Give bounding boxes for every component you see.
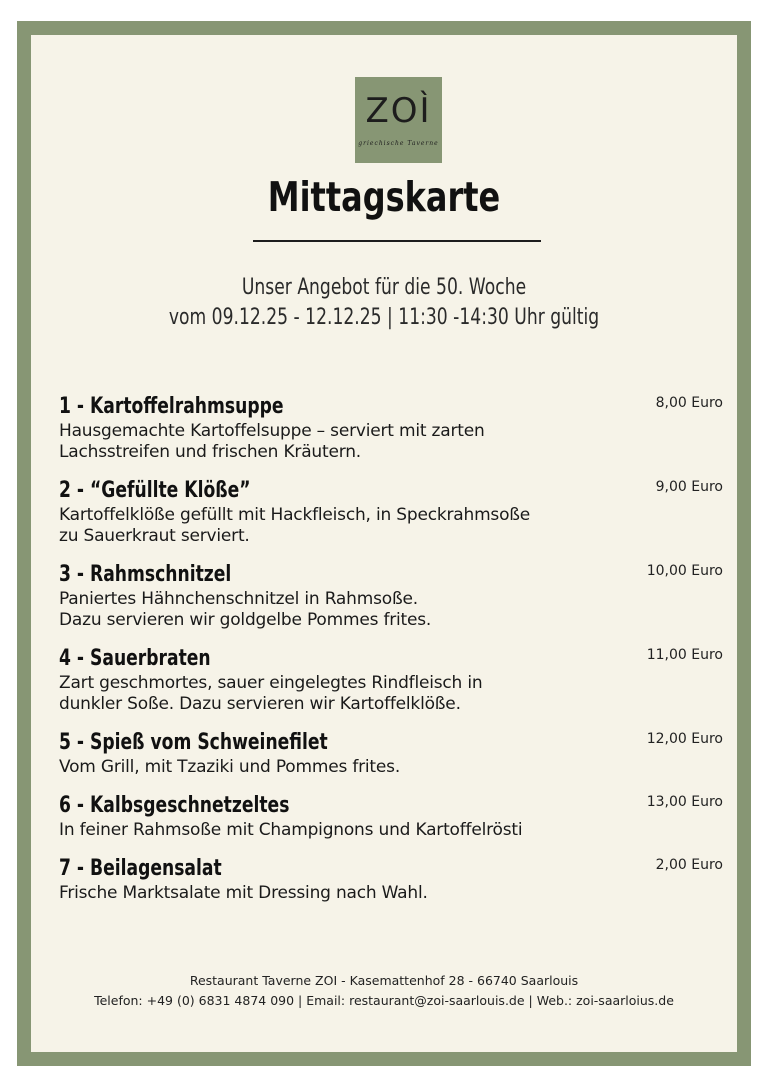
menu-item-name: 4 - Sauerbraten — [59, 646, 211, 671]
menu-item-price: 2,00 Euro — [655, 857, 723, 873]
menu-item — [59, 561, 723, 631]
menu-item-description: Frische Marktsalate mit Dressing nach Wahl. — [59, 883, 428, 903]
week-offer-text: Unser Angebot für die 50. Woche — [241, 275, 527, 300]
menu-item-description: Vom Grill, mit Tzaziki und Pommes frites. — [59, 757, 401, 777]
footer-contact: Telefon: +49 (0) 6831 4874 090 | Email: restaurant@zoi-saarlouis.de | Web.: zoi-saarloius.de — [94, 993, 674, 1008]
menu-item-description: Kartoffelklöße gefüllt mit Hackfleisch, in Speckrahmsoße zu Sauerkraut serviert. — [59, 505, 531, 546]
menu-item-name: 3 - Rahmschnitzel — [59, 562, 232, 587]
restaurant-logo — [355, 77, 442, 163]
menu-item — [59, 477, 723, 547]
menu-item-description: Zart geschmortes, sauer eingelegtes Rindfleisch in dunkler Soße. Dazu servieren wir Kartoffelklöße. — [59, 673, 483, 714]
menu-item-name: 6 - Kalbsgeschnetzeltes — [59, 793, 290, 818]
menu-item-name: 7 - Beilagensalat — [59, 856, 222, 881]
menu-item-price: 13,00 Euro — [646, 794, 723, 810]
menu-item — [59, 393, 723, 463]
menu-page — [17, 21, 751, 1066]
page-title: Mittagskarte — [267, 173, 501, 221]
menu-item-list — [59, 393, 723, 904]
menu-item-price: 9,00 Euro — [655, 479, 723, 495]
logo-wordmark: ZOÌ — [365, 91, 432, 131]
menu-item-price: 12,00 Euro — [646, 731, 723, 747]
menu-item-price: 8,00 Euro — [655, 395, 723, 411]
title-underline — [253, 240, 541, 242]
menu-item — [59, 729, 723, 778]
menu-item-name: 5 - Spieß vom Schweinefilet — [59, 730, 328, 755]
menu-item — [59, 645, 723, 715]
menu-item-name: 1 - Kartoffelrahmsuppe — [59, 394, 284, 419]
menu-item-description: Paniertes Hähnchenschnitzel in Rahmsoße. Dazu servieren wir goldgelbe Pommes frites. — [59, 589, 432, 630]
menu-item-price: 10,00 Euro — [646, 563, 723, 579]
menu-item-description: In feiner Rahmsoße mit Champignons und Kartoffelrösti — [59, 820, 523, 840]
validity-period-text: vom 09.12.25 - 12.12.25 | 11:30 -14:30 Uhr gültig — [168, 305, 600, 330]
menu-item-description: Hausgemachte Kartoffelsuppe – serviert mit zarten Lachsstreifen und frischen Kräutern. — [59, 421, 485, 462]
logo-tagline: griechische Taverne — [358, 140, 439, 147]
menu-item — [59, 855, 723, 904]
menu-item-name: 2 - “Gefüllte Klöße” — [59, 478, 251, 503]
menu-item-price: 11,00 Euro — [646, 647, 723, 663]
menu-item — [59, 792, 723, 841]
footer-address: Restaurant Taverne ZOI - Kasemattenhof 28 - 66740 Saarlouis — [189, 973, 579, 988]
